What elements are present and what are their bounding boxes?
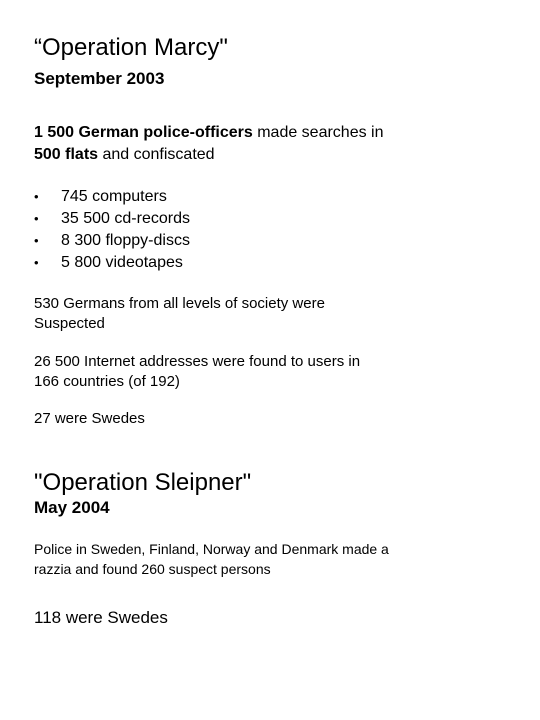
addresses-line-1: 26 500 Internet addresses were found to users in: [34, 353, 361, 370]
intro-line-2: [34, 144, 384, 166]
police-paragraph: [34, 539, 389, 579]
list-item-text: 5 800 videotapes: [61, 254, 183, 271]
intro-paragraph: [34, 122, 384, 166]
bullet-icon: •: [34, 233, 39, 248]
operation-marcy-date: September 2003: [34, 69, 165, 88]
police-line-2: razzia and found 260 suspect persons: [34, 561, 271, 577]
suspects-line-1: 530 Germans from all levels of society were: [34, 295, 325, 312]
suspects-line-2: Suspected: [34, 315, 105, 332]
list-item-text: 745 computers: [61, 188, 167, 205]
sleipner-swedes-count: 118 were Swedes: [34, 608, 168, 627]
list-item: [34, 208, 190, 230]
list-item: [34, 230, 190, 252]
police-line-1: Police in Sweden, Finland, Norway and Denmark made a: [34, 541, 389, 557]
intro-line-1: [34, 122, 384, 144]
bullet-icon: •: [34, 255, 39, 270]
marcy-swedes-count: 27 were Swedes: [34, 410, 145, 427]
bullet-icon: •: [34, 211, 39, 226]
addresses-paragraph: [34, 352, 360, 392]
addresses-line-2: 166 countries (of 192): [34, 373, 180, 390]
bullet-icon: •: [34, 189, 39, 204]
intro-text-2: and confiscated: [98, 146, 215, 163]
list-item-text: 35 500 cd-records: [61, 210, 190, 227]
officers-count: 1 500 German police-officers: [34, 124, 253, 141]
suspects-paragraph: [34, 294, 325, 334]
confiscated-items-list: [34, 186, 190, 274]
list-item: [34, 186, 190, 208]
list-item-text: 8 300 floppy-discs: [61, 232, 190, 249]
intro-text-1: made searches in: [252, 124, 384, 141]
operation-sleipner-title: "Operation Sleipner": [34, 469, 252, 496]
operation-sleipner-date: May 2004: [34, 498, 110, 517]
flats-count: 500 flats: [34, 146, 99, 163]
operation-marcy-title: “Operation Marcy": [34, 34, 228, 61]
list-item: [34, 252, 190, 274]
